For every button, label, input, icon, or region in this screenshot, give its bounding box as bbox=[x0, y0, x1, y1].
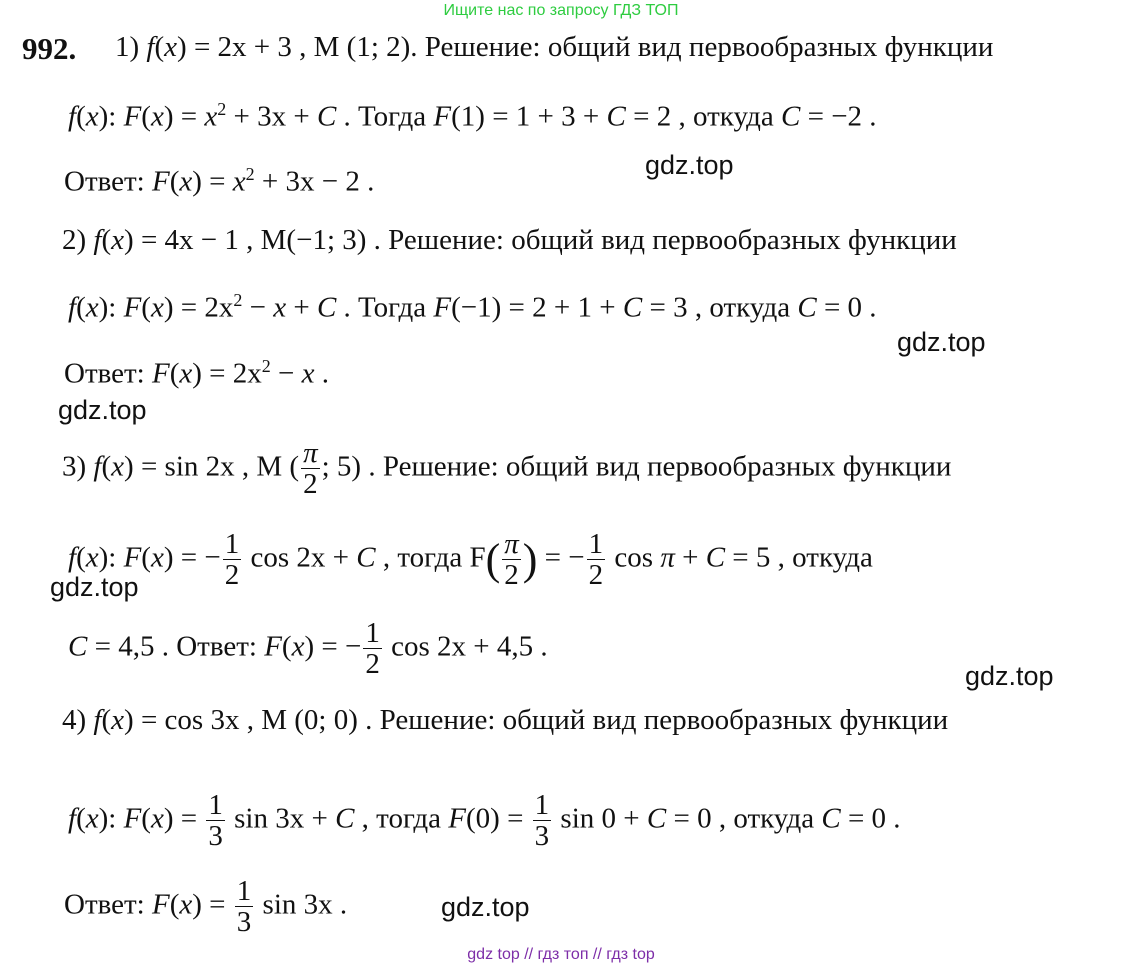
watermark-text: gdz.top bbox=[897, 327, 986, 357]
part-1-answer: Ответ: $F(x) = x^2 + 3x - 2$ . bbox=[64, 164, 375, 198]
part-2-answer: Ответ: $F(x) = 2x^2 - x$ . bbox=[64, 356, 330, 390]
watermark-text: gdz.top bbox=[50, 572, 139, 602]
part-3-line1: 3) f(x) = sin 2x , M ( $\frac{\pi}{2}$ ; 5) . Решение: общий вид первообразных функции bbox=[62, 437, 952, 501]
footer-watermark: gdz top // гдз топ // гдз top bbox=[467, 946, 655, 963]
part-3-line2: f(x): F(x) = − $\frac{1}{2}$ cos 2x + C , тогда F( $\frac{\pi}{2}$ ) = − $\frac{1}{2}$ cos π + C = 5 , откуда bbox=[68, 528, 873, 592]
watermark-text: gdz.top bbox=[965, 661, 1054, 691]
problem-number: 992. bbox=[22, 31, 77, 66]
part-2-line1: 2) f(x) = 4x − 1 , M(−1; 3) . Решение: общий вид первообразных функции bbox=[62, 224, 957, 256]
top-banner: Ищите нас по запросу ГДЗ ТОП bbox=[443, 2, 679, 19]
part-1-line1: 1) f(x) = 2x + 3 , M (1; 2). Решение: общий вид первообразных функции bbox=[115, 31, 994, 63]
watermark-text: gdz.top bbox=[441, 892, 530, 922]
watermark-text: gdz.top bbox=[58, 395, 147, 425]
part-3-answer: C = 4,5 . Ответ: F(x) = − $\frac{1}{2}$ cos 2x + 4,5 . bbox=[68, 617, 548, 681]
part-1-line2: f(x): $F(x) = x^2 + 3x + C$ . Тогда F(1) = 1 + 3 + C = 2 , откуда C = −2 . bbox=[68, 99, 877, 133]
watermark-text: gdz.top bbox=[645, 150, 734, 180]
part-4-line1: 4) f(x) = cos 3x , M (0; 0) . Решение: общий вид первообразных функции bbox=[62, 704, 949, 736]
part-4-line2: f(x): F(x) = $\frac{1}{3}$ sin 3x + C , тогда F(0) = $\frac{1}{3}$ sin 0 + C = 0 , откуда C = 0 . bbox=[68, 789, 901, 853]
part-4-answer: Ответ: F(x) = $\frac{1}{3}$ sin 3x . bbox=[64, 875, 348, 939]
part-2-line2: f(x): $F(x) = 2x^2 - x + C$ . Тогда F(−1) = 2 + 1 + C = 3 , откуда C = 0 . bbox=[68, 290, 877, 324]
